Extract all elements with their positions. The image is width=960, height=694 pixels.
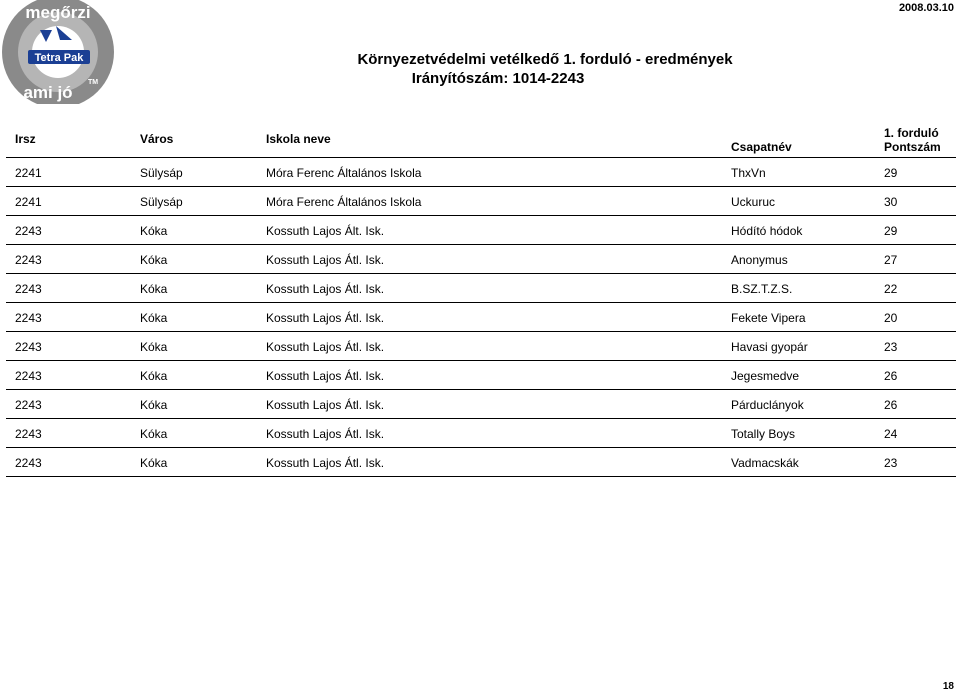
table-row	[6, 273, 956, 302]
col-pontszam-line2: Pontszám	[884, 140, 941, 154]
page-subtitle: Irányítószám: 1014-2243	[411, 70, 585, 87]
cell-varos: Kóka	[140, 369, 168, 383]
cell-varos: Kóka	[140, 311, 168, 325]
cell-varos: Kóka	[140, 282, 168, 296]
cell-csapat: Totally Boys	[731, 427, 796, 441]
cell-csapat: B.SZ.T.Z.S.	[731, 282, 793, 296]
cell-iskola: Móra Ferenc Általános Iskola	[266, 166, 422, 180]
cell-varos: Kóka	[140, 456, 168, 470]
cell-irsz: 2243	[15, 253, 42, 267]
cell-pont: 24	[884, 427, 898, 441]
logo-tm: TM	[88, 79, 99, 86]
cell-pont: 27	[884, 253, 898, 267]
cell-irsz: 2243	[15, 427, 42, 441]
cell-varos: Kóka	[140, 253, 168, 267]
cell-iskola: Kossuth Lajos Átl. Isk.	[266, 427, 385, 441]
logo-bottom-text: ami jó	[23, 83, 73, 102]
cell-irsz: 2243	[15, 456, 42, 470]
logo-top-text: megőrzi	[25, 3, 91, 22]
cell-iskola: Kossuth Lajos Átl. Isk.	[266, 253, 385, 267]
page-header	[0, 50, 960, 88]
cell-csapat: ThxVn	[731, 166, 766, 180]
col-irsz: Irsz	[15, 132, 36, 146]
document-date: 2008.03.10	[898, 2, 954, 14]
cell-pont: 29	[884, 224, 898, 238]
cell-pont: 23	[884, 340, 898, 354]
table-row	[6, 331, 956, 360]
cell-pont: 26	[884, 398, 898, 412]
table-row	[6, 244, 956, 273]
cell-pont: 30	[884, 195, 898, 209]
cell-irsz: 2243	[15, 224, 42, 238]
col-pontszam-line1: 1. forduló	[884, 126, 939, 140]
table-row	[6, 215, 956, 244]
cell-pont: 23	[884, 456, 898, 470]
table-row	[6, 360, 956, 389]
cell-irsz: 2243	[15, 282, 42, 296]
cell-csapat: Jegesmedve	[731, 369, 800, 383]
cell-irsz: 2241	[15, 166, 42, 180]
page-number: 18	[942, 681, 954, 692]
cell-varos: Kóka	[140, 398, 168, 412]
cell-irsz: 2243	[15, 340, 42, 354]
table-row	[6, 418, 956, 447]
cell-iskola: Kossuth Lajos Átl. Isk.	[266, 369, 385, 383]
page-title: Környezetvédelmi vetélkedő 1. forduló - eredmények	[357, 51, 733, 68]
cell-iskola: Kossuth Lajos Átl. Isk.	[266, 282, 385, 296]
cell-csapat: Fekete Vipera	[731, 311, 806, 325]
col-pontszam	[884, 126, 941, 154]
table-row	[6, 157, 956, 186]
cell-pont: 22	[884, 282, 898, 296]
cell-iskola: Móra Ferenc Általános Iskola	[266, 195, 422, 209]
cell-csapat: Uckuruc	[731, 195, 776, 209]
col-csapat: Csapatnév	[731, 140, 792, 154]
cell-irsz: 2243	[15, 369, 42, 383]
cell-csapat: Anonymus	[731, 253, 788, 267]
table-row	[6, 302, 956, 331]
cell-varos: Sülysáp	[140, 195, 183, 209]
table-row	[6, 389, 956, 418]
cell-varos: Kóka	[140, 427, 168, 441]
cell-varos: Sülysáp	[140, 166, 183, 180]
table-bottom-rule	[6, 476, 956, 477]
cell-irsz: 2241	[15, 195, 42, 209]
cell-iskola: Kossuth Lajos Átl. Isk.	[266, 456, 385, 470]
cell-irsz: 2243	[15, 311, 42, 325]
results-table	[6, 157, 956, 477]
logo-brand-text: Tetra Pak	[34, 52, 84, 64]
cell-csapat: Havasi gyopár	[731, 340, 808, 354]
cell-pont: 29	[884, 166, 898, 180]
cell-iskola: Kossuth Lajos Átl. Isk.	[266, 311, 385, 325]
cell-irsz: 2243	[15, 398, 42, 412]
table-row	[6, 186, 956, 215]
cell-iskola: Kossuth Lajos Ált. Isk.	[266, 224, 385, 238]
cell-csapat: Párduclányok	[731, 398, 804, 412]
cell-iskola: Kossuth Lajos Átl. Isk.	[266, 340, 385, 354]
cell-pont: 20	[884, 311, 898, 325]
cell-varos: Kóka	[140, 224, 168, 238]
col-varos: Város	[140, 132, 174, 146]
table-row	[6, 447, 956, 476]
cell-csapat: Vadmacskák	[731, 456, 799, 470]
cell-pont: 26	[884, 369, 898, 383]
cell-iskola: Kossuth Lajos Átl. Isk.	[266, 398, 385, 412]
table-header	[0, 126, 960, 154]
col-iskola: Iskola neve	[266, 132, 331, 146]
cell-varos: Kóka	[140, 340, 168, 354]
cell-csapat: Hódító hódok	[731, 224, 803, 238]
